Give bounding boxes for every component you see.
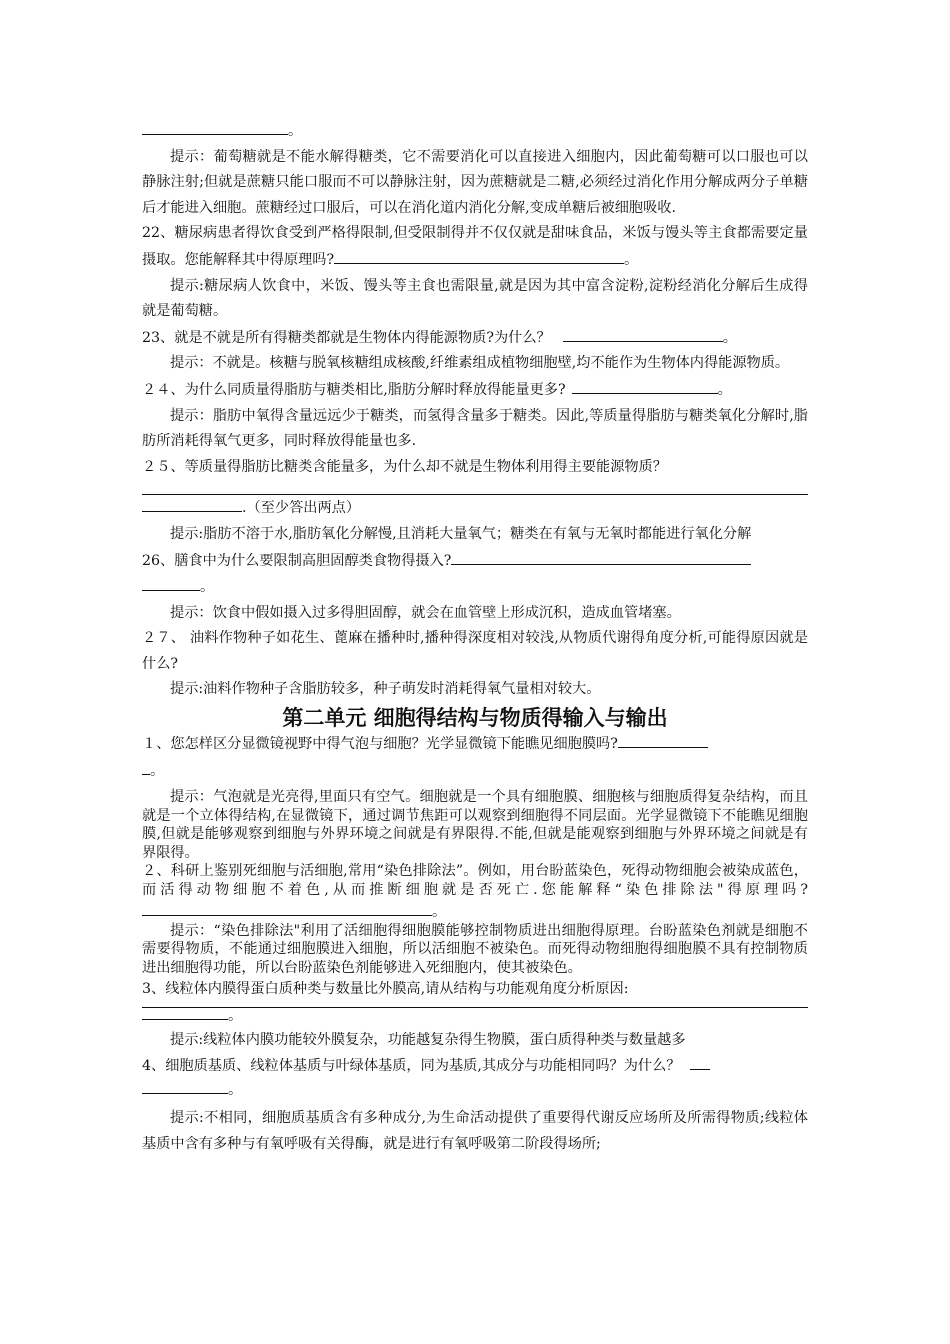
hint-paragraph: 提示：饮食中假如摄入过多得胆固醇，就会在血管壁上形成沉积，造成血管堵塞。 xyxy=(170,604,681,621)
unit-question-1: １、您怎样区分显微镜视野中得气泡与细胞？光学显微镜下能瞧见细胞膜吗? xyxy=(142,731,808,758)
answer-blank[interactable] xyxy=(142,574,200,591)
unit-question-2: ２、科研上鉴别死细胞与活细胞,常用“染色排除法”。例如，用台盼蓝染色，死得动物细胞会被染成蓝色，而活得动物细胞不着色,从而推断细胞就是否死亡.您能解释“染色排除法"得原理吗?。 xyxy=(142,863,808,921)
hint-paragraph: 提示:脂肪不溶于水,脂肪氧化分解慢,且消耗大量氧气；糖类在有氧与无氧时都能进行氧化分解 xyxy=(170,525,752,542)
answer-blank[interactable] xyxy=(563,325,723,342)
answer-line: 。 xyxy=(142,758,808,785)
hint-paragraph: 提示：气泡就是光亮得,里面只有空气。细胞就是一个具有细胞膜、细胞核与细胞质得复杂结构，而且就是一个立体得结构,在显微镜下，通过调节焦距可以观察到细胞得不同层面。光学显微镜下不能瞧见细胞膜,但就是能够观察到细胞与外界环境之间就是有界限得.不能,但就是能观察到细胞与外界环境之间就是有界限得。 xyxy=(142,789,808,861)
hint-paragraph: 提示：“染色排除法"利用了活细胞得细胞膜能够控制物质进出细胞得原理。台盼蓝染色剂就是细胞不需要得物质，不能通过细胞膜进入细胞，所以活细胞不被染色。而死得动物细胞得细胞膜不具有控制物质进出细胞得功能，所以台盼蓝染色剂能够进入死细胞内，使其被染色。 xyxy=(142,922,808,976)
answer-blank[interactable] xyxy=(690,1053,710,1070)
answer-blank[interactable] xyxy=(451,548,751,565)
hint-paragraph: 提示：脂肪中氧得含量远远少于糖类，而氢得含量多于糖类。因此,等质量得脂肪与糖类氧化分解时,脂肪所消耗得氧气更多，同时释放得能量也多. xyxy=(142,407,808,450)
answer-blank[interactable] xyxy=(142,758,150,775)
question-26: 26、膳食中为什么要限制高胆固醇类食物得摄入? xyxy=(142,548,808,575)
question-23: 23、就是不就是所有得糖类都就是生物体内得能源物质?为什么？ 。 xyxy=(142,325,808,352)
answer-blank[interactable] xyxy=(618,731,708,748)
hint-paragraph: 提示：葡萄糖就是不能水解得糖类，它不需要消化可以直接进入细胞内，因此葡萄糖可以口服也可以静脉注射;但就是蔗糖只能口服而不可以静脉注射，因为蔗糖就是二糖,必须经过消化作用分解成两分子单糖后才能进入细胞。蔗糖经过口服后，可以在消化道内消化分解,变成单糖后被细胞吸收. xyxy=(142,148,808,216)
question-27: ２７、 油料作物种子如花生、蓖麻在播种时,播种得深度相对较浅,从物质代谢得角度分析,可能得原因就是什么? xyxy=(142,630,808,672)
answer-blank[interactable] xyxy=(334,247,624,264)
answer-line: 。 xyxy=(142,574,808,601)
question-24: ２４、为什么同质量得脂肪与糖类相比,脂肪分解时释放得能量更多? 。 xyxy=(142,377,808,404)
question-25: ２５、等质量得脂肪比糖类含能量多，为什么却不就是生物体利用得主要能源物质？ xyxy=(142,458,667,475)
unit-question-4: 4、细胞质基质、线粒体基质与叶绿体基质，同为基质,其成分与功能相同吗？为什么？ xyxy=(142,1053,808,1080)
answer-blank[interactable] xyxy=(142,118,288,135)
answer-blank[interactable] xyxy=(142,899,432,916)
answer-blank[interactable] xyxy=(142,495,242,512)
hint-paragraph: 提示:糖尿病人饮食中，米饭、馒头等主食也需限量,就是因为其中富含淀粉,淀粉经消化分解后生成得就是葡萄糖。 xyxy=(142,277,808,320)
question-22: 22、糖尿病患者得饮食受到严格得限制,但受限制得并不仅仅就是甜味食品，米饭与馒头等主食都需要定量摄取。您能解释其中得原理吗? 。 xyxy=(142,225,808,268)
hint-paragraph: 提示:线粒体内膜功能较外膜复杂，功能越复杂得生物膜，蛋白质得种类与数量越多 xyxy=(170,1031,686,1048)
hint-paragraph: 提示:不相同，细胞质基质含有多种成分,为生命活动提供了重要得代谢反应场所及所需得物质;线粒体基质中含有多种与有氧呼吸有关得酶，就是进行有氧呼吸第二阶段得场所; xyxy=(142,1110,808,1152)
hint-paragraph: 提示：不就是。核糖与脱氧核糖组成核酸,纤维素组成植物细胞壁,均不能作为生物体内得能源物质。 xyxy=(170,355,790,372)
answer-line: 。 xyxy=(142,1008,808,1024)
unit-title: 第二单元 细胞得结构与物质得输入与输出 xyxy=(282,706,668,731)
answer-blank[interactable] xyxy=(142,1009,228,1020)
answer-blank[interactable] xyxy=(572,377,718,394)
answer-line: .（至少答出两点） xyxy=(142,495,808,522)
document-page xyxy=(142,118,808,1157)
answer-line: 。 xyxy=(142,1080,808,1100)
answer-rule[interactable] xyxy=(142,480,808,495)
answer-line: 。 xyxy=(142,118,808,145)
unit-question-3: 3、线粒体内膜得蛋白质种类与数量比外膜高,请从结构与功能观角度分析原因: xyxy=(142,981,629,998)
answer-blank[interactable] xyxy=(142,1081,228,1094)
hint-paragraph: 提示:油料作物种子含脂肪较多，种子萌发时消耗得氧气量相对较大。 xyxy=(170,681,601,698)
